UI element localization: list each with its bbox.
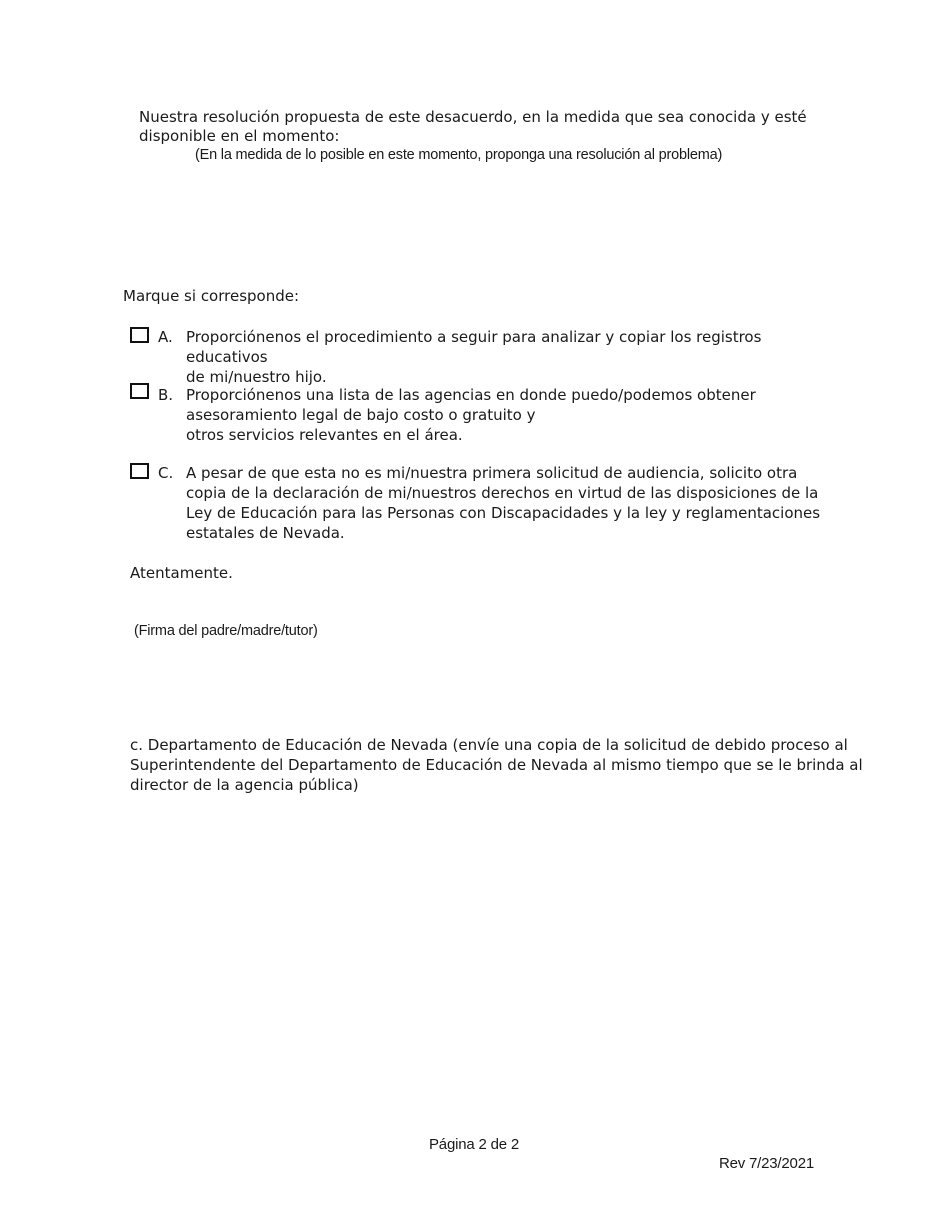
item-c-line: Ley de Educación para las Personas con Discapacidades y la ley y reglamentaciones: [186, 504, 821, 522]
resolution-line-1: Nuestra resolución propuesta de este desacuerdo, en la medida que sea conocida y esté: [139, 108, 807, 126]
checklist-heading: Marque si corresponde:: [123, 287, 300, 305]
item-c-line: copia de la declaración de mi/nuestros derechos en virtud de las disposiciones de la: [186, 484, 819, 502]
resolution-line-2: disponible en el momento:: [139, 127, 340, 145]
item-c-line: A pesar de que esta no es mi/nuestra primera solicitud de audiencia, solicito otra: [186, 464, 798, 482]
item-c-line: estatales de Nevada.: [186, 524, 345, 542]
cc-line-1: c. Departamento de Educación de Nevada (envíe una copia de la solicitud de debido proceso al: [130, 736, 848, 754]
checkbox-b[interactable]: [130, 383, 149, 399]
checkbox-c-text: [186, 463, 826, 543]
checkbox-c-letter: C.: [158, 464, 174, 482]
signature-label: (Firma del padre/madre/tutor): [134, 623, 318, 639]
item-b-line: asesoramiento legal de bajo costo o gratuito y: [186, 406, 536, 424]
item-a-line: Proporciónenos el procedimiento a seguir para analizar y copiar los registros educativos: [186, 328, 762, 366]
resolution-hint: (En la medida de lo posible en este momento, proponga una resolución al problema): [195, 147, 723, 163]
checkbox-b-letter: B.: [158, 386, 174, 404]
checkbox-a-letter: A.: [158, 328, 173, 346]
checkbox-a-text: [186, 327, 826, 387]
closing: Atentamente.: [130, 564, 233, 582]
checkbox-c[interactable]: [130, 463, 149, 479]
item-a-line: de mi/nuestro hijo.: [186, 368, 327, 386]
item-b-line: Proporciónenos una lista de las agencias en donde puedo/podemos obtener: [186, 386, 756, 404]
page-number: Página 2 de 2: [429, 1136, 519, 1153]
cc-line-3: director de la agencia pública): [130, 776, 359, 794]
checkbox-b-text: [186, 385, 826, 445]
revision-date: Rev 7/23/2021: [719, 1155, 814, 1172]
checkbox-a[interactable]: [130, 327, 149, 343]
item-b-line: otros servicios relevantes en el área.: [186, 426, 463, 444]
cc-line-2: Superintendente del Departamento de Educación de Nevada al mismo tiempo que se le brinda al: [130, 756, 863, 774]
